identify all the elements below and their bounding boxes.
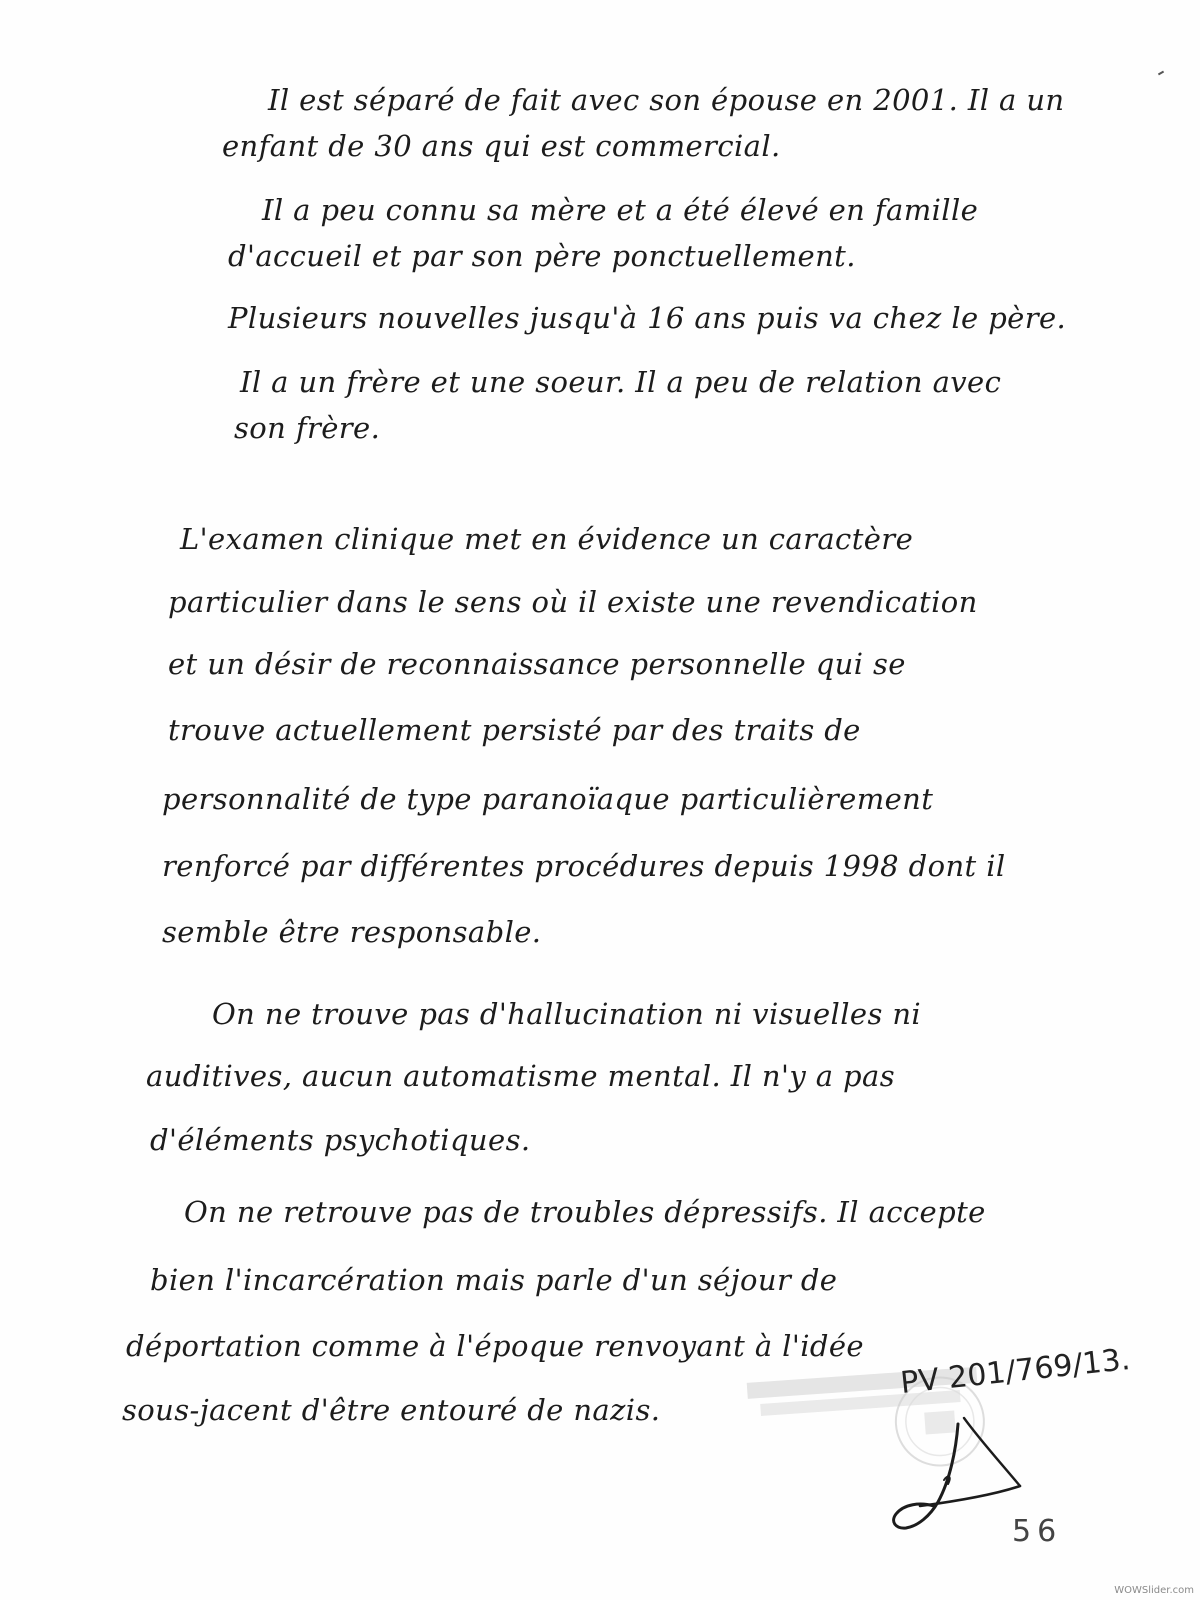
text-line: particulier dans le sens où il existe une revendication <box>168 585 978 619</box>
text-line: Plusieurs nouvelles jusqu'à 16 ans puis va chez le père. <box>228 301 1067 335</box>
page-number: 56 <box>1012 1514 1063 1549</box>
text-line: bien l'incarcération mais parle d'un séjour de <box>150 1263 838 1297</box>
text-line: Il a un frère et une soeur. Il a peu de relation avec <box>240 365 1002 399</box>
text-line: On ne trouve pas d'hallucination ni visuelles ni <box>212 997 922 1031</box>
reference-number: PV 201/769/13. <box>898 1342 1132 1401</box>
text-line: sous-jacent d'être entouré de nazis. <box>122 1393 661 1427</box>
text-line: Il est séparé de fait avec son épouse en 2001. Il a un <box>268 83 1065 117</box>
text-line: L'examen clinique met en évidence un caractère <box>180 522 914 556</box>
text-line: auditives, aucun automatisme mental. Il n'y a pas <box>146 1059 895 1093</box>
text-line: Il a peu connu sa mère et a été élevé en famille <box>262 193 979 227</box>
watermark: WOWSlider.com <box>1114 1585 1194 1596</box>
text-line: trouve actuellement persisté par des traits de <box>168 713 861 747</box>
text-line: enfant de 30 ans qui est commercial. <box>222 129 781 163</box>
text-line: son frère. <box>234 411 381 445</box>
text-line: On ne retrouve pas de troubles dépressifs. Il accepte <box>184 1195 986 1229</box>
scan-mark <box>1158 71 1164 76</box>
text-line: et un désir de reconnaissance personnelle qui se <box>168 647 906 681</box>
text-line: déportation comme à l'époque renvoyant à l'idée <box>126 1329 864 1363</box>
text-line: renforcé par différentes procédures depuis 1998 dont il <box>162 849 1006 883</box>
text-line: d'accueil et par son père ponctuellement. <box>228 239 856 273</box>
text-line: d'éléments psychotiques. <box>150 1123 531 1157</box>
text-line: semble être responsable. <box>162 915 542 949</box>
text-line: personnalité de type paranoïaque particulièrement <box>162 782 934 816</box>
